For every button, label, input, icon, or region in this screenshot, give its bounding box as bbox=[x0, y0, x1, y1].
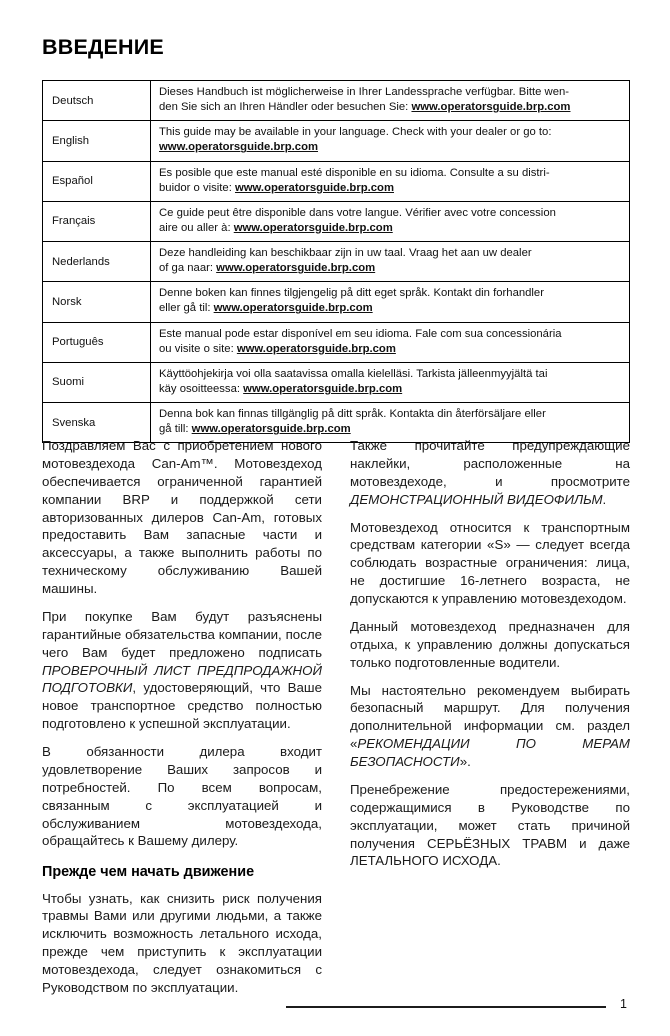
page-number: 1 bbox=[620, 997, 627, 1011]
paragraph-severe-injury-warning: Пренебрежение предостережениями, содержащимися в Руководстве по эксплуатации, может стать причиной получения СЕРЬЁЗНЫХ ТРАВМ и даже ЛЕТАЛЬНОГО ИСХОДА. bbox=[350, 781, 630, 869]
table-row bbox=[43, 322, 630, 362]
paragraph-warning-labels bbox=[350, 437, 630, 509]
language-message bbox=[151, 201, 630, 241]
operators-guide-url[interactable]: www.operatorsguide.brp.com bbox=[233, 221, 393, 234]
paragraph-text-part: При покупке Вам будут разъяснены гарантийные обязательства компании, после чего Вам будет предложено подписать bbox=[42, 608, 322, 660]
message-line-2 bbox=[159, 382, 622, 397]
language-label: Nederlands bbox=[43, 242, 151, 282]
message-line-1: Denna bok kan finnas tillgänglig på ditt språk. Kontakta din återförsäljare eller bbox=[159, 408, 546, 420]
operators-guide-url[interactable]: www.operatorsguide.brp.com bbox=[216, 262, 376, 275]
operators-guide-url[interactable]: www.operatorsguide.brp.com bbox=[236, 342, 396, 355]
message-line-2 bbox=[159, 422, 622, 437]
language-label: Norsk bbox=[43, 282, 151, 322]
table-row bbox=[43, 121, 630, 161]
left-text-column bbox=[42, 437, 322, 997]
predelivery-checklist-title: ПРОВЕРОЧНЫЙ ЛИСТ ПРЕДПРОДАЖНОЙ ПОДГОТОВКИ bbox=[42, 662, 322, 696]
right-text-column bbox=[350, 437, 630, 870]
message-line-1: Este manual pode estar disponível em seu idioma. Fale com sua concessionária bbox=[159, 327, 562, 340]
operators-guide-url[interactable]: www.operatorsguide.brp.com bbox=[243, 382, 403, 395]
message-line-2-prefix: ou visite o site: bbox=[159, 342, 237, 355]
message-line-2 bbox=[159, 181, 622, 196]
message-line-2 bbox=[159, 301, 622, 316]
language-message bbox=[151, 81, 630, 121]
message-line-1: Denne boken kan finnes tilgjengelig på ditt eget språk. Kontakt din forhandler bbox=[159, 287, 544, 300]
message-line-1: Deze handleiding kan beschikbaar zijn in uw taal. Vraag het aan uw dealer bbox=[159, 247, 532, 259]
message-line-1: This guide may be available in your language. Check with your dealer or go to: bbox=[159, 126, 552, 139]
message-line-2 bbox=[159, 140, 622, 155]
paragraph-text-part: Мы настоятельно рекомендуем выбирать безопасный маршрут. Для получения дополнительной информации см. раздел « bbox=[350, 682, 630, 752]
paragraph-safety-recommendations bbox=[350, 682, 630, 771]
message-line-2-prefix: aire ou aller à: bbox=[159, 221, 234, 234]
language-label: Deutsch bbox=[43, 81, 151, 121]
message-line-2-prefix: käy osoitteessa: bbox=[159, 382, 244, 395]
message-line-2 bbox=[159, 342, 622, 357]
table-row bbox=[43, 282, 630, 322]
language-message bbox=[151, 161, 630, 201]
table-row bbox=[43, 362, 630, 402]
operators-guide-url[interactable]: www.operatorsguide.brp.com bbox=[411, 101, 571, 114]
table-row bbox=[43, 242, 630, 282]
safety-section-title: РЕКОМЕНДАЦИИ ПО МЕРАМ БЕЗОПАСНОСТИ bbox=[350, 736, 630, 769]
message-line-2-prefix: den Sie sich an Ihren Händler oder besuchen Sie: bbox=[159, 101, 412, 114]
paragraph-intro-congratulations: Поздравляем Вас с приобретением нового мотовездехода Can-Am™. Мотовездеход обеспечивается ограниченной гарантией компании BRP и поддержкой сети авторизованных дилеров Can-Am, готовых предоставить Вам запасные части и аксессуары, а также выполнить работы по техническому обслуживанию Вашей машины. bbox=[42, 438, 322, 596]
language-message bbox=[151, 322, 630, 362]
message-line-1: Ce guide peut être disponible dans votre langue. Vérifier avec votre concession bbox=[159, 206, 556, 219]
operators-guide-url[interactable]: www.operatorsguide.brp.com bbox=[159, 141, 319, 154]
paragraph-dealer-duties: В обязанности дилера входит удовлетворение Ваших запросов и потребностей. По всем вопросам, связанным с эксплуатацией и обслуживанием мотовездехода, обращайтесь к Вашему дилеру. bbox=[42, 744, 322, 849]
page-title: ВВЕДЕНИЕ bbox=[42, 35, 164, 59]
message-line-2 bbox=[159, 100, 622, 115]
paragraph-text-part: Также прочитайте предупреждающие наклейки, расположенные на мотовездеходе, и просмотрите bbox=[350, 438, 630, 489]
operators-guide-url[interactable]: www.operatorsguide.brp.com bbox=[234, 181, 394, 194]
language-label: Português bbox=[43, 322, 151, 362]
language-message bbox=[151, 362, 630, 402]
demonstration-video-title: ДЕМОНСТРАЦИОННЫЙ ВИДЕОФИЛЬМ bbox=[350, 491, 603, 507]
paragraph-category-s-age-limit: Мотовездеход относится к транспортным средствам категории «S» — следует всегда соблюдать возрастные ограничения: лица, не достигшие 16-летнего возраста, не допускаются к управлению мотовездеходом. bbox=[350, 519, 630, 606]
subheading-before-riding: Прежде чем начать движение bbox=[42, 864, 255, 881]
message-line-1: Käyttöohjekirja voi olla saatavissa omalla kielelläsi. Tarkista jälleenmyyjältä tai bbox=[159, 367, 548, 380]
paragraph-read-manual: Чтобы узнать, как снизить риск получения травмы Вами или другими людьми, а также исключить возможность летального исхода, прежде чем приступить к эксплуатации мотовездехода, следует ознакомиться с Руководством по эксплуатации. bbox=[42, 890, 322, 995]
language-label: English bbox=[43, 121, 151, 161]
paragraph-text-part: ». bbox=[459, 754, 471, 769]
message-line-1: Es posible que este manual esté disponible en su idioma. Consulte a su distri- bbox=[159, 166, 550, 179]
paragraph-recreational-use: Данный мотовездеход предназначен для отдыха, к управлению должны допускаться только подготовленные водители. bbox=[350, 618, 630, 670]
language-availability-table bbox=[42, 80, 630, 443]
paragraph-text-part: , удостоверяющий, что Ваше новое транспортное средство полностью подготовлено к успешной эксплуатации. bbox=[42, 680, 322, 732]
paragraph-warranty-checklist bbox=[42, 608, 322, 733]
language-label: Svenska bbox=[43, 403, 151, 443]
language-label: Français bbox=[43, 201, 151, 241]
language-message bbox=[151, 121, 630, 161]
table-row bbox=[43, 81, 630, 121]
table-row bbox=[43, 201, 630, 241]
operators-guide-url[interactable]: www.operatorsguide.brp.com bbox=[191, 423, 351, 436]
body-columns bbox=[42, 437, 630, 995]
language-label: Español bbox=[43, 161, 151, 201]
language-message bbox=[151, 282, 630, 322]
language-label: Suomi bbox=[43, 362, 151, 402]
language-message bbox=[151, 242, 630, 282]
operators-guide-url[interactable]: www.operatorsguide.brp.com bbox=[213, 302, 373, 315]
language-table-body bbox=[43, 81, 630, 443]
message-line-2-prefix: eller gå til: bbox=[159, 302, 214, 315]
paragraph-text-part: . bbox=[602, 491, 607, 507]
message-line-2-prefix: of ga naar: bbox=[159, 262, 217, 275]
table-row bbox=[43, 161, 630, 201]
message-line-2-prefix: gå till: bbox=[159, 423, 192, 436]
message-line-1: Dieses Handbuch ist möglicherweise in Ihrer Landessprache verfügbar. Bitte wen- bbox=[159, 86, 570, 98]
message-line-2 bbox=[159, 261, 622, 276]
footer-divider bbox=[286, 1006, 606, 1008]
message-line-2-prefix: buidor o visite: bbox=[159, 181, 235, 194]
message-line-2 bbox=[159, 221, 622, 236]
